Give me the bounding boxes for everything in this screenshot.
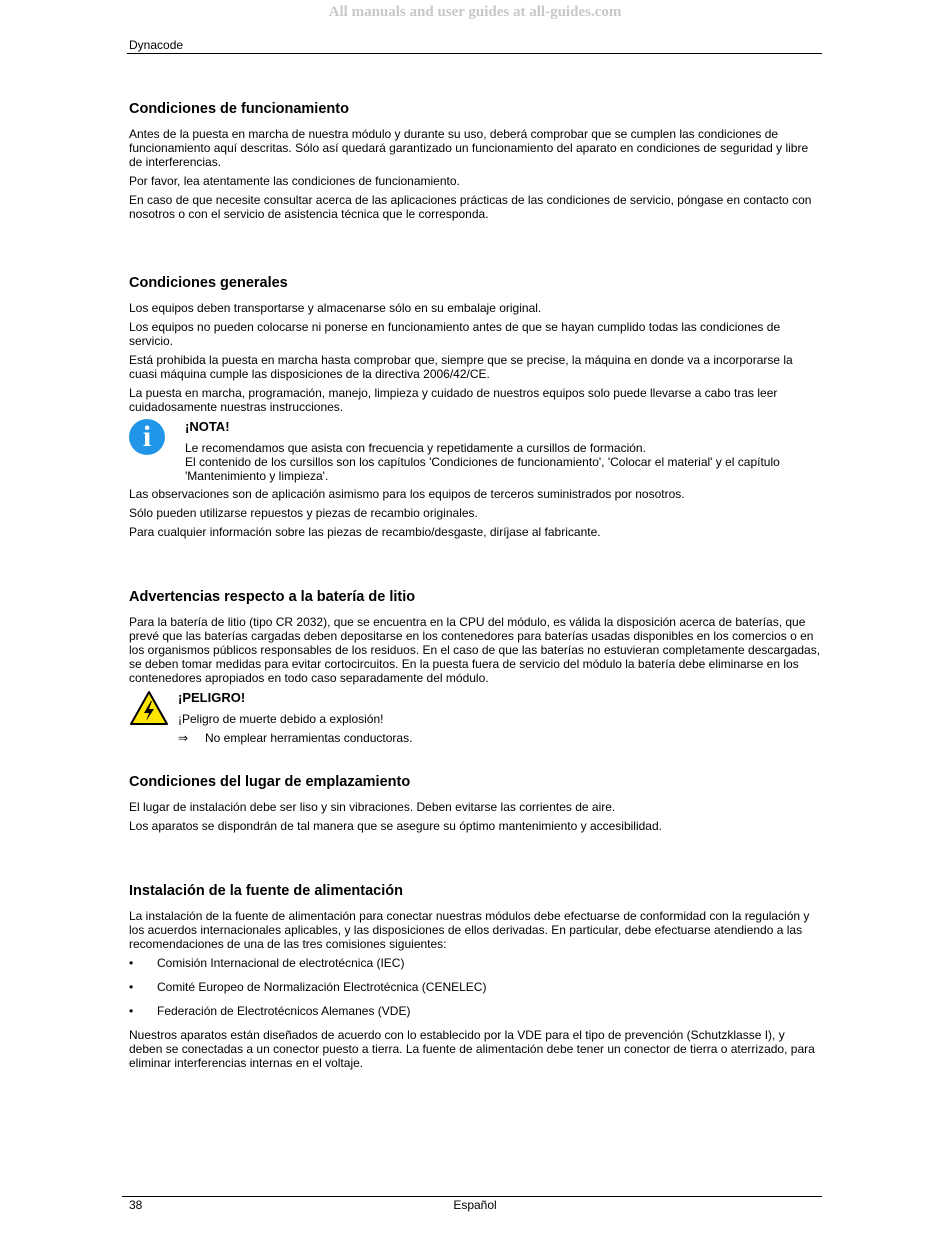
paragraph: La puesta en marcha, programación, manejo, limpieza y cuidado de nuestros equipos solo puede llevarse a cabo tras leer cuidadosamente nuestras instrucciones. xyxy=(129,386,778,414)
list-item-text: Comité Europeo de Normalización Electrotécnica (CENELEC) xyxy=(157,980,487,994)
note-line: Le recomendamos que asista con frecuencia y repetidamente a cursillos de formación. xyxy=(185,441,646,455)
footer-rule xyxy=(122,1196,822,1197)
paragraph: Nuestros aparatos están diseñados de acuerdo con lo establecido por la VDE para el tipo de prevención (Schutzklasse I), y deben se conectadas a un conector puesto a tierra. La fuente de alimentación debe tener un conector de tierra o aterrizado, para eliminar interferencias internas en el voltaje. xyxy=(129,1028,815,1070)
section-heading: Advertencias respecto a la batería de litio xyxy=(129,589,416,605)
section-installation-site xyxy=(129,773,821,833)
danger-box xyxy=(129,690,821,745)
danger-action-text: No emplear herramientas conductoras. xyxy=(205,731,413,745)
note-line: El contenido de los cursillos son los capítulos 'Condiciones de funcionamiento', 'Colocar el material' y el capítulo 'Mantenimiento y limpieza'. xyxy=(185,455,780,483)
danger-icon-wrap xyxy=(129,690,178,745)
note-title: ¡NOTA! xyxy=(185,419,230,434)
list-item xyxy=(129,980,821,994)
section-heading: Condiciones del lugar de emplazamiento xyxy=(129,774,411,790)
paragraph: Para cualquier información sobre las piezas de recambio/desgaste, diríjase al fabricante. xyxy=(129,525,601,539)
danger-text: ¡Peligro de muerte debido a explosión! xyxy=(178,712,384,726)
page-number: 38 xyxy=(129,1198,143,1212)
list-item xyxy=(129,956,821,970)
section-heading: Condiciones de funcionamiento xyxy=(129,101,349,117)
bullet-icon: • xyxy=(129,956,134,970)
list-item xyxy=(129,1004,821,1018)
paragraph: Las observaciones son de aplicación asimismo para los equipos de terceros suministrados por nosotros. xyxy=(129,487,685,501)
note-icon-wrap xyxy=(129,419,185,483)
note-box xyxy=(129,419,821,483)
info-icon: i xyxy=(129,419,165,455)
paragraph: Los equipos no pueden colocarse ni ponerse en funcionamiento antes de que se hayan cumplido todas las condiciones de servicio. xyxy=(129,320,781,348)
section-general-conditions xyxy=(129,274,821,539)
paragraph: Los aparatos se dispondrán de tal manera que se asegure su óptimo mantenimiento y accesibilidad. xyxy=(129,819,662,833)
arrow-right-icon: ⇒ xyxy=(178,731,189,745)
page-content xyxy=(129,100,821,1075)
bullet-icon: • xyxy=(129,980,134,994)
paragraph: Por favor, lea atentamente las condiciones de funcionamiento. xyxy=(129,174,460,188)
danger-body xyxy=(178,690,821,745)
paragraph: En caso de que necesite consultar acerca de las aplicaciones prácticas de las condiciones de servicio, póngase en contacto con nosotros o con el servicio de asistencia técnica que le corresponda. xyxy=(129,193,812,221)
bullet-icon: • xyxy=(129,1004,134,1018)
paragraph: Antes de la puesta en marcha de nuestra módulo y durante su uso, deberá comprobar que se cumplen las condiciones de funcionamiento aquí descritas. Sólo así quedará garantizado un funcionamiento del aparato en condiciones de seguridad y libre de interferencias. xyxy=(129,127,809,169)
note-body xyxy=(185,419,821,483)
commission-list xyxy=(129,956,821,1018)
section-heading: Condiciones generales xyxy=(129,275,288,291)
high-voltage-warning-icon xyxy=(129,690,169,726)
section-power-supply xyxy=(129,882,821,1070)
section-operating-conditions xyxy=(129,100,821,221)
paragraph: Sólo pueden utilizarse repuestos y piezas de recambio originales. xyxy=(129,506,478,520)
paragraph: El lugar de instalación debe ser liso y sin vibraciones. Deben evitarse las corrientes de aire. xyxy=(129,800,616,814)
paragraph: Está prohibida la puesta en marcha hasta comprobar que, siempre que se precise, la máquina en donde va a incorporarse la cuasi máquina cumple las disposiciones de la directiva 2006/42/CE. xyxy=(129,353,793,381)
paragraph: Para la batería de litio (tipo CR 2032), que se encuentra en la CPU del módulo, es válida la disposición acerca de baterías, que prevé que las baterías cargadas deben depositarse en los contenedores para baterías usadas disponibles en los comercios o en los organismos públicos responsables de los residuos. En el caso de que las baterías no estuvieran completamente descargadas, se deben tomar medidas para evitar cortocircuitos. En la puesta fuera de servicio del módulo la batería debe eliminarse en los contenedores apropiados en todo caso separadamente del módulo. xyxy=(129,615,821,685)
header-title: Dynacode xyxy=(129,38,184,52)
header-rule xyxy=(127,53,822,54)
paragraph: Los equipos deben transportarse y almacenarse sólo en su embalaje original. xyxy=(129,301,542,315)
danger-action xyxy=(178,731,821,745)
watermark: All manuals and user guides at all-guides.com xyxy=(328,4,622,20)
danger-title: ¡PELIGRO! xyxy=(178,690,246,705)
section-lithium-battery xyxy=(129,588,821,745)
list-item-text: Federación de Electrotécnicos Alemanes (VDE) xyxy=(157,1004,411,1018)
list-item-text: Comisión Internacional de electrotécnica (IEC) xyxy=(157,956,405,970)
section-heading: Instalación de la fuente de alimentación xyxy=(129,883,403,899)
footer-language: Español xyxy=(453,1198,497,1212)
paragraph: La instalación de la fuente de alimentación para conectar nuestras módulos debe efectuarse de conformidad con la regulación y los acuerdos internacionales aplicables, y las disposiciones de ellos derivadas. En particular, debe efectuarse atendiendo a las recomendaciones de una de las tres comisiones siguientes: xyxy=(129,909,810,951)
